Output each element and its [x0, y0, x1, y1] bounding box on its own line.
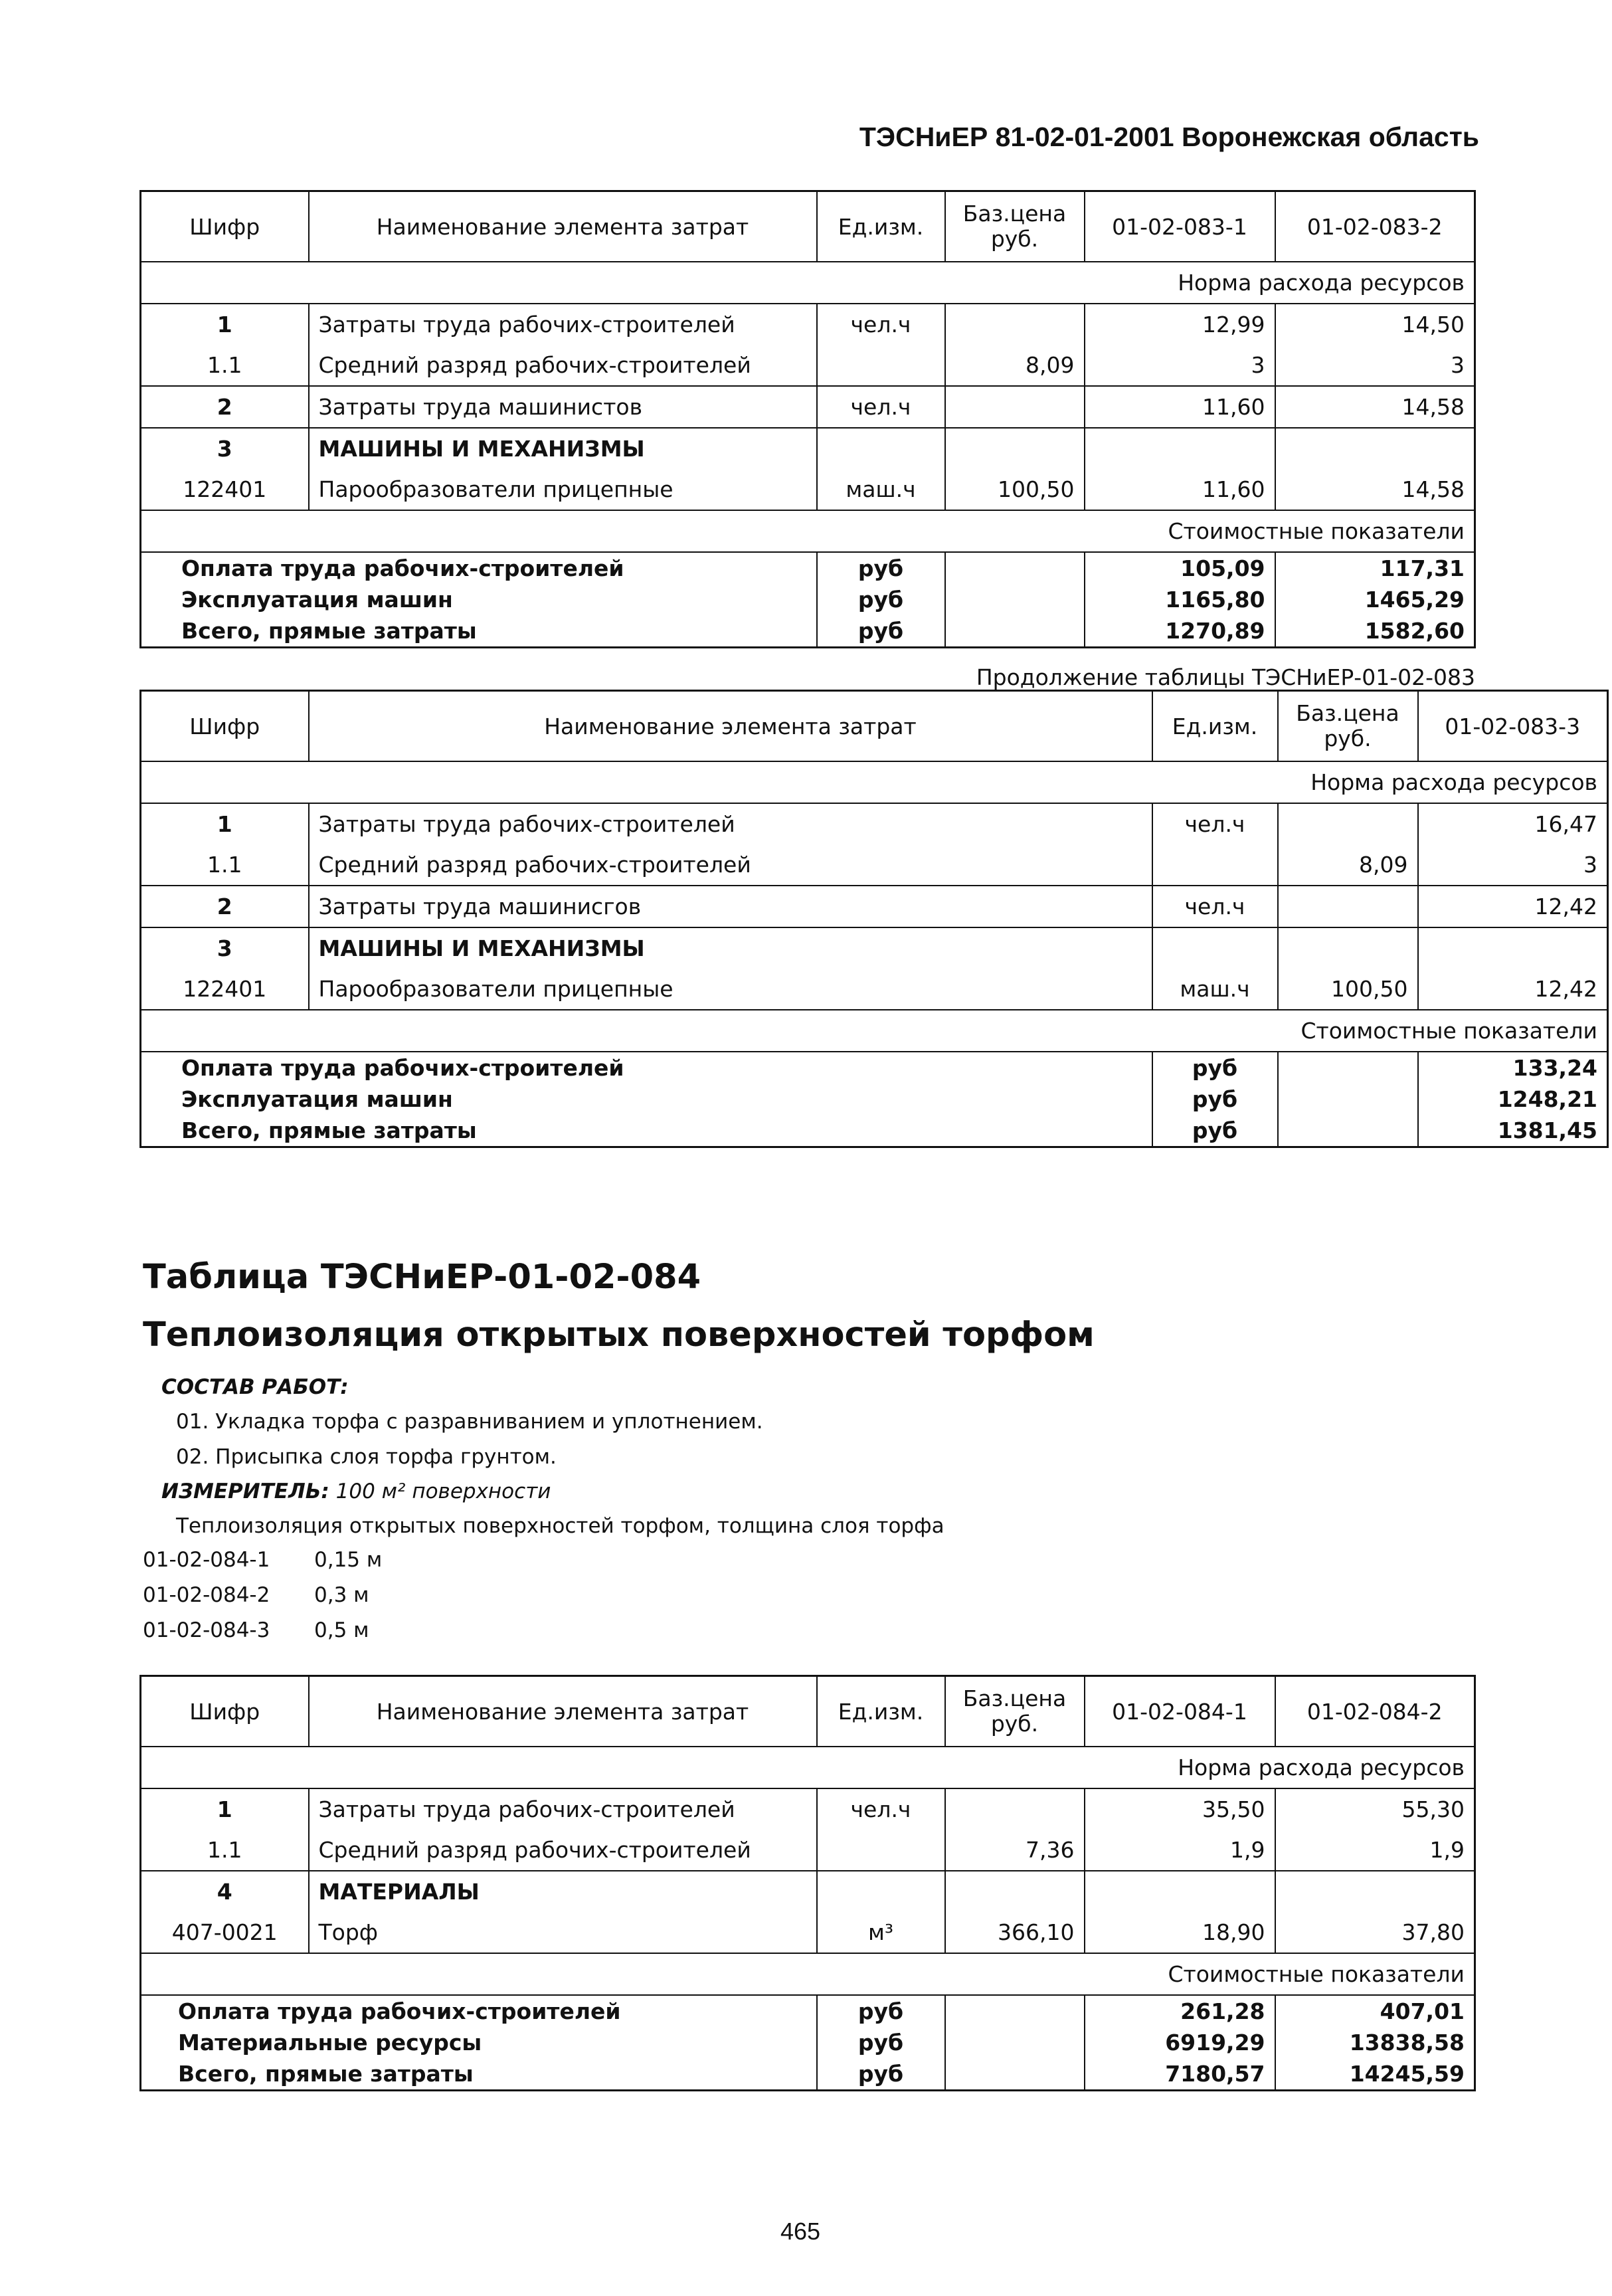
row-code: 3: [141, 428, 309, 469]
row-base-price: [945, 386, 1085, 428]
total-value: 6919,29: [1085, 2027, 1275, 2058]
total-value: 105,09: [1085, 552, 1275, 584]
row-value: 12,42: [1418, 969, 1608, 1010]
col-base-price-header: Баз.цена руб.: [945, 1676, 1085, 1747]
work-item: 02. Присыпка слоя торфа грунтом.: [176, 1445, 557, 1469]
row-unit: м³: [817, 1912, 945, 1953]
norm-section-label: Норма расхода ресурсов: [141, 1747, 1475, 1788]
total-row: [141, 1084, 1608, 1115]
col-base-price-header: Баз.цена руб.: [1278, 691, 1418, 762]
table-header: [141, 191, 1475, 262]
total-value: 1465,29: [1275, 584, 1475, 615]
cost-section-label: Стоимостные показатели: [141, 510, 1475, 552]
total-name: Оплата труда рабочих-строителей: [141, 1995, 817, 2027]
col-code-header: Шифр: [141, 1676, 309, 1747]
continuation-caption: Продолжение таблицы ТЭСНиЕР-01-02-083: [976, 664, 1475, 690]
row-name: МАШИНЫ И МЕХАНИЗМЫ: [309, 428, 817, 469]
table-row: [141, 428, 1475, 469]
total-empty: [945, 584, 1085, 615]
cost-section-label: Стоимостные показатели: [141, 1010, 1608, 1052]
row-unit: чел.ч: [817, 304, 945, 345]
table-row: [141, 345, 1475, 386]
row-value: 16,47: [1418, 803, 1608, 844]
section-row: [141, 262, 1475, 304]
section-row: [141, 1010, 1608, 1052]
row-value: 3: [1275, 345, 1475, 386]
total-empty: [945, 2058, 1085, 2091]
row-name: МАТЕРИАЛЫ: [309, 1871, 817, 1912]
col-name-header: Наименование элемента затрат: [309, 191, 817, 262]
table-row: [141, 386, 1475, 428]
row-unit: маш.ч: [817, 469, 945, 510]
total-name: Всего, прямые затраты: [141, 615, 817, 648]
row-value: [1085, 428, 1275, 469]
total-unit: руб: [817, 1995, 945, 2027]
row-unit: [817, 1830, 945, 1871]
row-code: 2: [141, 886, 309, 927]
section-row: [141, 1747, 1475, 1788]
row-name: Затраты труда рабочих-строителей: [309, 1788, 817, 1830]
table-description: Теплоизоляция открытых поверхностей торфом, толщина слоя торфа: [176, 1514, 944, 1538]
row-name: МАШИНЫ И МЕХАНИЗМЫ: [309, 927, 1152, 969]
row-value: 14,50: [1275, 304, 1475, 345]
row-value: 35,50: [1085, 1788, 1275, 1830]
total-value: 1165,80: [1085, 584, 1275, 615]
row-base-price: 100,50: [945, 469, 1085, 510]
meter-label: ИЗМЕРИТЕЛЬ:: [161, 1480, 329, 1503]
row-code: 1.1: [141, 345, 309, 386]
row-value: [1085, 1871, 1275, 1912]
row-value: 14,58: [1275, 469, 1475, 510]
row-base-price: [1278, 803, 1418, 844]
norms-table-083-1-2: [139, 190, 1476, 648]
norms-table-083-3: [139, 690, 1609, 1148]
row-base-price: 8,09: [1278, 844, 1418, 886]
section-row: [141, 510, 1475, 552]
col-name-header: Наименование элемента затрат: [309, 691, 1152, 762]
row-value: 11,60: [1085, 386, 1275, 428]
row-value: [1418, 927, 1608, 969]
row-name: Затраты труда рабочих-строителей: [309, 803, 1152, 844]
code: 01-02-084-1: [143, 1548, 270, 1572]
total-row: [141, 2027, 1475, 2058]
total-value: 261,28: [1085, 1995, 1275, 2027]
norms-table-084-1-2: [139, 1675, 1476, 2091]
row-unit: маш.ч: [1152, 969, 1278, 1010]
table-subtitle: Теплоизоляция открытых поверхностей торфом: [143, 1315, 1095, 1355]
row-name: Затраты труда машинисгов: [309, 886, 1152, 927]
row-name: Средний разряд рабочих-строителей: [309, 1830, 817, 1871]
row-value: 3: [1418, 844, 1608, 886]
table-row: [141, 1912, 1475, 1953]
total-row: [141, 1995, 1475, 2027]
total-name: Эксплуатация машин: [141, 584, 817, 615]
row-base-price: [945, 1871, 1085, 1912]
row-name: Средний разряд рабочих-строителей: [309, 345, 817, 386]
row-unit: чел.ч: [817, 386, 945, 428]
row-value: 18,90: [1085, 1912, 1275, 1953]
table-title: Таблица ТЭСНиЕР-01-02-084: [143, 1258, 701, 1297]
row-unit: [1152, 844, 1278, 886]
row-code: 407-0021: [141, 1912, 309, 1953]
total-value: 1582,60: [1275, 615, 1475, 648]
code: 01-02-084-3: [143, 1618, 270, 1642]
total-row: [141, 615, 1475, 648]
page-number: 465: [780, 2218, 821, 2245]
col-code-header: Шифр: [141, 191, 309, 262]
code-value: 0,15 м: [314, 1548, 383, 1572]
row-base-price: [945, 428, 1085, 469]
total-value: 1381,45: [1418, 1115, 1608, 1147]
row-name: Средний разряд рабочих-строителей: [309, 844, 1152, 886]
total-value: 14245,59: [1275, 2058, 1475, 2091]
col-unit-header: Ед.изм.: [1152, 691, 1278, 762]
total-row: [141, 584, 1475, 615]
row-value: 1,9: [1085, 1830, 1275, 1871]
total-name: Оплата труда рабочих-строителей: [141, 1052, 1152, 1084]
row-base-price: 8,09: [945, 345, 1085, 386]
total-name: Эксплуатация машин: [141, 1084, 1152, 1115]
row-name: Парообразователи прицепные: [309, 469, 817, 510]
row-code: 1: [141, 1788, 309, 1830]
cost-section-label: Стоимостные показатели: [141, 1953, 1475, 1995]
total-empty: [945, 615, 1085, 648]
table-row: [141, 469, 1475, 510]
table-row: [141, 1830, 1475, 1871]
table-row: [141, 927, 1608, 969]
composition-label: СОСТАВ РАБОТ:: [161, 1375, 349, 1399]
row-unit: [817, 345, 945, 386]
row-value: 55,30: [1275, 1788, 1475, 1830]
total-value: 133,24: [1418, 1052, 1608, 1084]
norm-section-label: Норма расхода ресурсов: [141, 262, 1475, 304]
col-unit-header: Ед.изм.: [817, 1676, 945, 1747]
table-row: [141, 803, 1608, 844]
code-row: [143, 1583, 369, 1607]
row-base-price: [945, 304, 1085, 345]
page-header: ТЭСНиЕР 81-02-01-2001 Воронежская область: [859, 122, 1479, 152]
total-row: [141, 552, 1475, 584]
row-base-price: [1278, 927, 1418, 969]
row-unit: [817, 428, 945, 469]
row-unit: чел.ч: [817, 1788, 945, 1830]
code-row: [143, 1548, 383, 1572]
row-value: 12,42: [1418, 886, 1608, 927]
row-name: Затраты труда рабочих-строителей: [309, 304, 817, 345]
row-base-price: 100,50: [1278, 969, 1418, 1010]
total-value: 117,31: [1275, 552, 1475, 584]
total-row: [141, 2058, 1475, 2091]
total-empty: [1278, 1084, 1418, 1115]
row-code: 2: [141, 386, 309, 428]
code-row: [143, 1618, 369, 1642]
section-row: [141, 761, 1608, 803]
col-base-price-header: Баз.цена руб.: [945, 191, 1085, 262]
table-row: [141, 1788, 1475, 1830]
total-unit: руб: [1152, 1052, 1278, 1084]
col-unit-header: Ед.изм.: [817, 191, 945, 262]
code-value: 0,5 м: [314, 1618, 369, 1642]
row-value: 37,80: [1275, 1912, 1475, 1953]
total-empty: [945, 2027, 1085, 2058]
total-empty: [1278, 1052, 1418, 1084]
row-code: 1.1: [141, 1830, 309, 1871]
table-header: [141, 691, 1608, 762]
total-unit: руб: [817, 584, 945, 615]
col-norm-header: 01-02-083-3: [1418, 691, 1608, 762]
total-unit: руб: [1152, 1115, 1278, 1147]
meter-line: [161, 1480, 551, 1503]
row-value: 11,60: [1085, 469, 1275, 510]
row-unit: [817, 1871, 945, 1912]
row-value: 14,58: [1275, 386, 1475, 428]
total-unit: руб: [1152, 1084, 1278, 1115]
row-base-price: [1278, 886, 1418, 927]
col-name-header: Наименование элемента затрат: [309, 1676, 817, 1747]
section-row: [141, 1953, 1475, 1995]
row-value: 12,99: [1085, 304, 1275, 345]
row-code: 4: [141, 1871, 309, 1912]
meter-value: 100 м² поверхности: [335, 1480, 551, 1503]
row-unit: чел.ч: [1152, 803, 1278, 844]
row-base-price: 7,36: [945, 1830, 1085, 1871]
col-code-header: Шифр: [141, 691, 309, 762]
col-norm-header: 01-02-083-2: [1275, 191, 1475, 262]
total-name: Оплата труда рабочих-строителей: [141, 552, 817, 584]
row-value: 1,9: [1275, 1830, 1475, 1871]
table-row: [141, 844, 1608, 886]
total-value: 13838,58: [1275, 2027, 1475, 2058]
total-value: 1270,89: [1085, 615, 1275, 648]
row-code: 122401: [141, 969, 309, 1010]
row-value: [1275, 428, 1475, 469]
row-name: Затраты труда машинистов: [309, 386, 817, 428]
row-code: 1: [141, 803, 309, 844]
total-unit: руб: [817, 2058, 945, 2091]
total-unit: руб: [817, 615, 945, 648]
row-name: Торф: [309, 1912, 817, 1953]
total-name: Материальные ресурсы: [141, 2027, 817, 2058]
row-code: 1: [141, 304, 309, 345]
row-code: 122401: [141, 469, 309, 510]
total-value: 7180,57: [1085, 2058, 1275, 2091]
row-unit: чел.ч: [1152, 886, 1278, 927]
col-norm-header: 01-02-084-2: [1275, 1676, 1475, 1747]
table-row: [141, 969, 1608, 1010]
total-name: Всего, прямые затраты: [141, 1115, 1152, 1147]
total-row: [141, 1115, 1608, 1147]
table-header: [141, 1676, 1475, 1747]
row-base-price: 366,10: [945, 1912, 1085, 1953]
total-unit: руб: [817, 552, 945, 584]
code-value: 0,3 м: [314, 1583, 369, 1607]
total-unit: руб: [817, 2027, 945, 2058]
row-code: 1.1: [141, 844, 309, 886]
col-norm-header: 01-02-084-1: [1085, 1676, 1275, 1747]
table-row: [141, 304, 1475, 345]
col-norm-header: 01-02-083-1: [1085, 191, 1275, 262]
total-row: [141, 1052, 1608, 1084]
norm-section-label: Норма расхода ресурсов: [141, 761, 1608, 803]
total-value: 1248,21: [1418, 1084, 1608, 1115]
total-empty: [945, 552, 1085, 584]
row-value: 3: [1085, 345, 1275, 386]
row-name: Парообразователи прицепные: [309, 969, 1152, 1010]
total-empty: [1278, 1115, 1418, 1147]
row-code: 3: [141, 927, 309, 969]
code: 01-02-084-2: [143, 1583, 270, 1607]
total-name: Всего, прямые затраты: [141, 2058, 817, 2091]
table-row: [141, 1871, 1475, 1912]
total-value: 407,01: [1275, 1995, 1475, 2027]
table-row: [141, 886, 1608, 927]
work-item: 01. Укладка торфа с разравниванием и уплотнением.: [176, 1410, 763, 1434]
row-value: [1275, 1871, 1475, 1912]
row-unit: [1152, 927, 1278, 969]
row-base-price: [945, 1788, 1085, 1830]
total-empty: [945, 1995, 1085, 2027]
